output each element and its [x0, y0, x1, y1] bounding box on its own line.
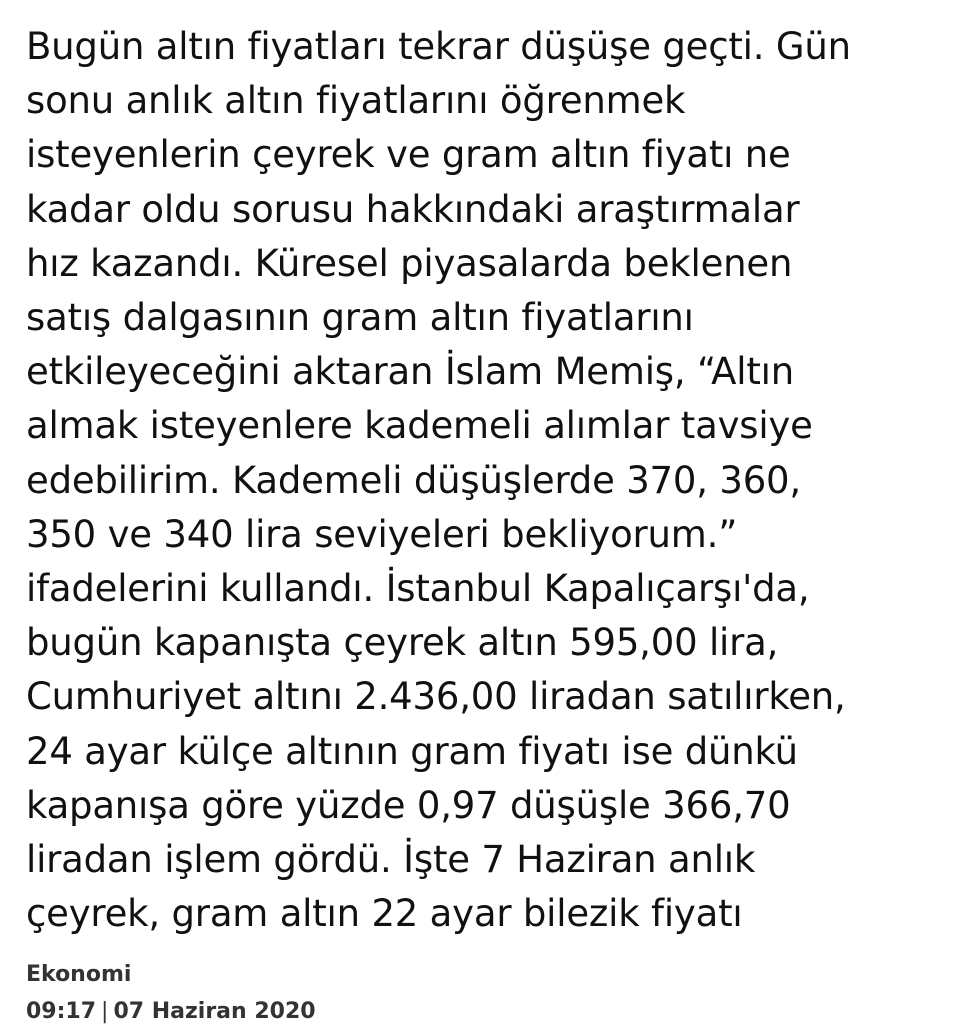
article-meta [26, 956, 316, 1030]
article-line: almak isteyenlere kademeli alımlar tavsiye [26, 404, 813, 448]
article-line: Bugün altın fiyatları tekrar düşüşe geçti. Gün [26, 25, 851, 68]
article-body [26, 20, 946, 941]
category-label[interactable]: Ekonomi [26, 962, 132, 987]
article-line: satış dalgasının gram altın fiyatlarını [26, 296, 694, 340]
article-line: bugün kapanışta çeyrek altın 595,00 lira, [26, 621, 779, 665]
article-line: kadar oldu sorusu hakkındaki araştırmalar [26, 187, 800, 231]
article-line: 24 ayar külçe altının gram fiyatı ise dünkü [26, 729, 798, 773]
article-line: etkileyeceğini aktaran İslam Memiş, “Altın [26, 350, 795, 394]
article-line: 350 ve 340 lira seviyeleri bekliyorum.” [26, 512, 738, 556]
dateline-separator: | [101, 999, 109, 1024]
article-line: edebilirim. Kademeli düşüşlerde 370, 360, [26, 458, 801, 502]
article [26, 20, 946, 941]
article-line: isteyenlerin çeyrek ve gram altın fiyatı ne [26, 133, 791, 177]
publish-time: 09:17 [26, 999, 97, 1024]
article-line: çeyrek, gram altın 22 ayar bilezik fiyatı [26, 892, 743, 936]
article-line: liradan işlem gördü. İşte 7 Haziran anlık [26, 838, 756, 882]
article-line: sonu anlık altın fiyatlarını öğrenmek [26, 79, 686, 123]
article-line: kapanışa göre yüzde 0,97 düşüşle 366,70 [26, 783, 791, 827]
dateline [26, 993, 316, 1030]
article-line: ifadelerini kullandı. İstanbul Kapalıçarşı'da, [26, 567, 810, 611]
article-line: hız kazandı. Küresel piyasalarda beklenen [26, 241, 793, 285]
publish-date: 07 Haziran 2020 [113, 999, 316, 1024]
article-line: Cumhuriyet altını 2.436,00 liradan satılırken, [26, 675, 846, 719]
